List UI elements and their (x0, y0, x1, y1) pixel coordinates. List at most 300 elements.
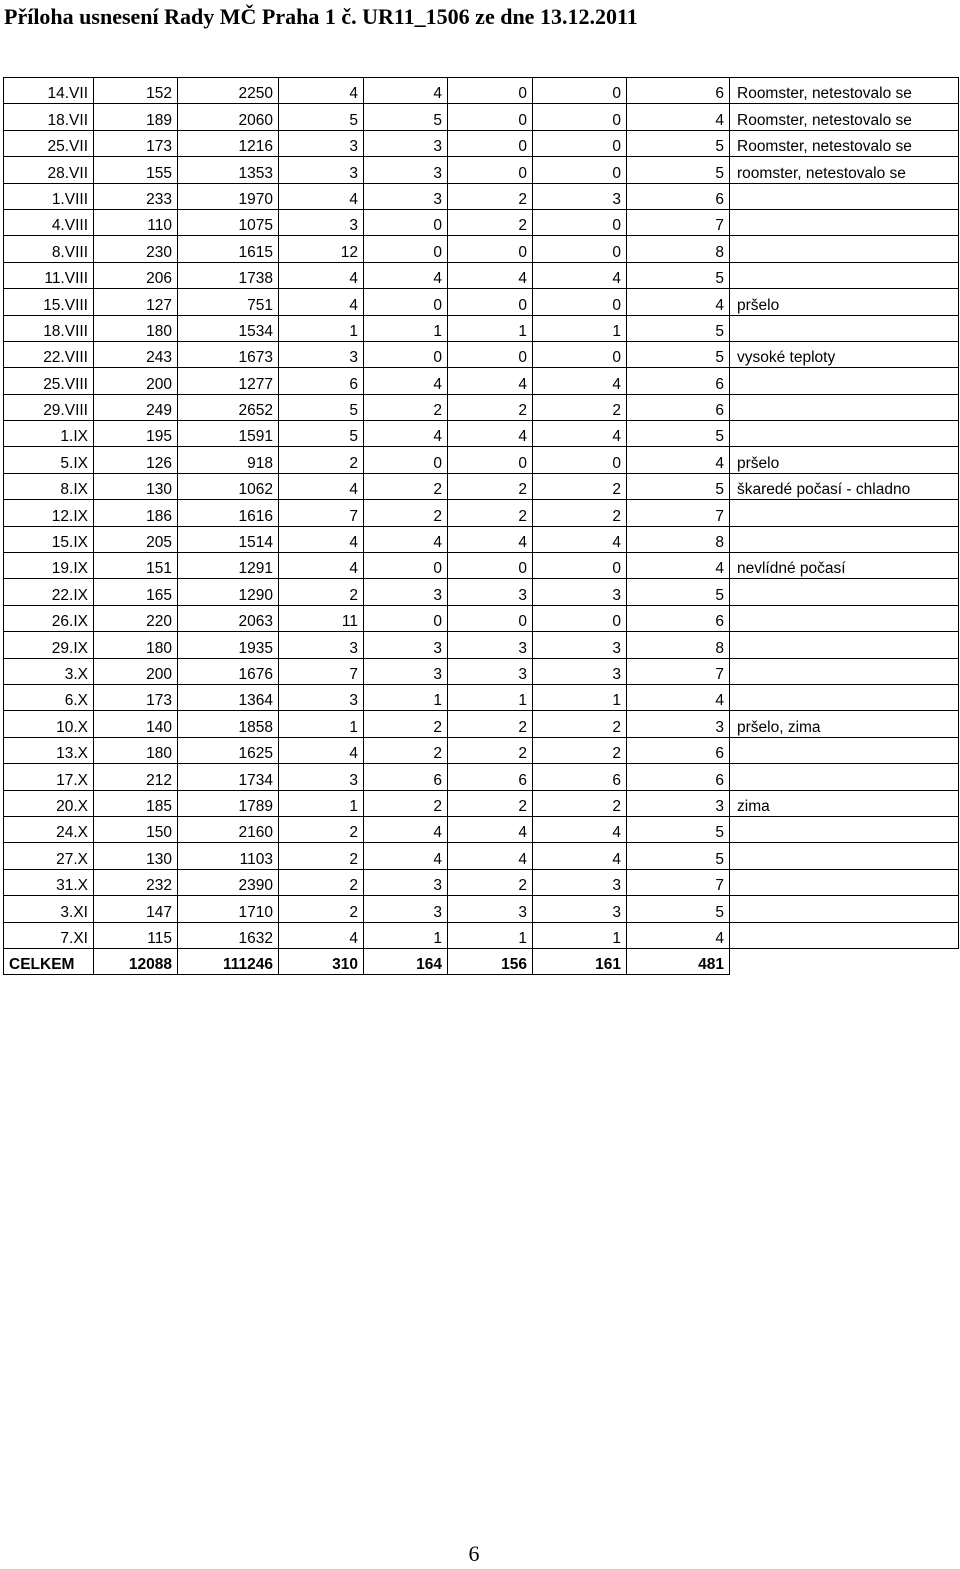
value-cell: 150 (94, 816, 178, 842)
value-cell: 3 (364, 183, 448, 209)
value-cell: 0 (364, 447, 448, 473)
note-cell (730, 209, 959, 235)
value-cell: 126 (94, 447, 178, 473)
date-cell: 15.VIII (4, 289, 94, 315)
value-cell: 4 (627, 289, 730, 315)
date-cell: 20.X (4, 790, 94, 816)
value-cell: 195 (94, 421, 178, 447)
page-number: 6 (468, 1541, 480, 1566)
value-cell: 1625 (178, 737, 279, 763)
value-cell: 4 (364, 526, 448, 552)
table-row (4, 473, 959, 499)
date-cell: 28.VII (4, 157, 94, 183)
value-cell: 4 (533, 368, 627, 394)
value-cell: 5 (627, 341, 730, 367)
value-cell: 1734 (178, 764, 279, 790)
value-cell: 5 (627, 816, 730, 842)
value-cell: 1673 (178, 341, 279, 367)
table-row (4, 368, 959, 394)
value-cell: 2 (364, 737, 448, 763)
value-cell: 2 (448, 711, 533, 737)
value-cell: 0 (364, 209, 448, 235)
value-cell: 1075 (178, 209, 279, 235)
value-cell: 0 (448, 130, 533, 156)
value-cell: 233 (94, 183, 178, 209)
value-cell: 4 (533, 843, 627, 869)
value-cell: 1290 (178, 579, 279, 605)
value-cell: 7 (279, 658, 364, 684)
value-cell: 1858 (178, 711, 279, 737)
value-cell: 2 (533, 394, 627, 420)
table-row (4, 394, 959, 420)
value-cell: 5 (627, 262, 730, 288)
value-cell: 4 (627, 684, 730, 710)
value-cell: 0 (364, 236, 448, 262)
date-cell: 26.IX (4, 605, 94, 631)
note-cell (730, 658, 959, 684)
value-cell: 189 (94, 104, 178, 130)
value-cell: 3 (448, 632, 533, 658)
total-value: 481 (627, 948, 730, 974)
value-cell: 2 (448, 869, 533, 895)
value-cell: 0 (533, 341, 627, 367)
value-cell: 2060 (178, 104, 279, 130)
value-cell: 186 (94, 500, 178, 526)
value-cell: 5 (627, 579, 730, 605)
value-cell: 1970 (178, 183, 279, 209)
value-cell: 4 (364, 816, 448, 842)
table-row (4, 922, 959, 948)
value-cell: 110 (94, 209, 178, 235)
value-cell: 2 (364, 711, 448, 737)
value-cell: 1738 (178, 262, 279, 288)
value-cell: 2160 (178, 816, 279, 842)
page-header: Příloha usnesení Rady MČ Praha 1 č. UR11_1506 ze dne 13.12.2011 (4, 4, 638, 29)
value-cell: 232 (94, 869, 178, 895)
value-cell: 0 (533, 447, 627, 473)
value-cell: 1534 (178, 315, 279, 341)
note-cell (730, 922, 959, 948)
value-cell: 4 (364, 368, 448, 394)
table-row (4, 130, 959, 156)
value-cell: 173 (94, 130, 178, 156)
value-cell: 0 (533, 289, 627, 315)
note-cell (730, 764, 959, 790)
note-cell: pršelo, zima (730, 711, 959, 737)
value-cell: 3 (279, 764, 364, 790)
date-cell: 5.IX (4, 447, 94, 473)
value-cell: 4 (279, 526, 364, 552)
value-cell: 4 (533, 526, 627, 552)
date-cell: 29.IX (4, 632, 94, 658)
table-row (4, 236, 959, 262)
value-cell: 5 (279, 394, 364, 420)
note-cell (730, 394, 959, 420)
value-cell: 1364 (178, 684, 279, 710)
table-row (4, 764, 959, 790)
value-cell: 2 (279, 447, 364, 473)
value-cell: 5 (627, 315, 730, 341)
value-cell: 1062 (178, 473, 279, 499)
value-cell: 2 (364, 394, 448, 420)
value-cell: 7 (627, 500, 730, 526)
table-row (4, 526, 959, 552)
total-label: CELKEM (4, 948, 94, 974)
value-cell: 3 (279, 341, 364, 367)
value-cell: 2 (448, 473, 533, 499)
value-cell: 0 (533, 605, 627, 631)
table-row (4, 183, 959, 209)
date-cell: 25.VII (4, 130, 94, 156)
value-cell: 8 (627, 236, 730, 262)
value-cell: 0 (364, 605, 448, 631)
value-cell: 4 (448, 843, 533, 869)
value-cell: 3 (364, 130, 448, 156)
value-cell: 2 (533, 790, 627, 816)
note-cell (730, 262, 959, 288)
value-cell: 3 (627, 711, 730, 737)
value-cell: 6 (627, 764, 730, 790)
value-cell: 4 (448, 262, 533, 288)
value-cell: 918 (178, 447, 279, 473)
value-cell: 7 (627, 869, 730, 895)
note-cell (730, 526, 959, 552)
value-cell: 6 (364, 764, 448, 790)
value-cell: 2 (364, 500, 448, 526)
value-cell: 8 (627, 632, 730, 658)
note-cell: vysoké teploty (730, 341, 959, 367)
value-cell: 4 (533, 816, 627, 842)
table-row (4, 447, 959, 473)
value-cell: 173 (94, 684, 178, 710)
date-cell: 22.VIII (4, 341, 94, 367)
value-cell: 1 (448, 922, 533, 948)
table-row (4, 262, 959, 288)
date-cell: 1.VIII (4, 183, 94, 209)
table-row (4, 816, 959, 842)
note-cell (730, 843, 959, 869)
note-cell: Roomster, netestovalo se (730, 130, 959, 156)
date-cell: 4.VIII (4, 209, 94, 235)
table-row (4, 289, 959, 315)
note-cell: Roomster, netestovalo se (730, 104, 959, 130)
date-cell: 22.IX (4, 579, 94, 605)
table-row (4, 553, 959, 579)
value-cell: 0 (533, 130, 627, 156)
table-row (4, 421, 959, 447)
total-value: 111246 (178, 948, 279, 974)
value-cell: 2 (279, 843, 364, 869)
value-cell: 4 (279, 183, 364, 209)
value-cell: 200 (94, 658, 178, 684)
value-cell: 6 (448, 764, 533, 790)
value-cell: 6 (627, 394, 730, 420)
value-cell: 6 (627, 605, 730, 631)
note-cell: škaredé počasí - chladno (730, 473, 959, 499)
value-cell: 3 (533, 869, 627, 895)
note-cell (730, 632, 959, 658)
value-cell: 4 (364, 843, 448, 869)
value-cell: 0 (533, 209, 627, 235)
data-table (3, 77, 959, 975)
value-cell: 0 (448, 289, 533, 315)
value-cell: 2 (448, 183, 533, 209)
value-cell: 2 (279, 816, 364, 842)
note-cell: nevlídné počasí (730, 553, 959, 579)
value-cell: 1 (279, 315, 364, 341)
date-cell: 27.X (4, 843, 94, 869)
value-cell: 6 (627, 78, 730, 104)
value-cell: 4 (448, 421, 533, 447)
value-cell: 1 (533, 315, 627, 341)
value-cell: 5 (627, 843, 730, 869)
total-value: 161 (533, 948, 627, 974)
note-cell (730, 605, 959, 631)
value-cell: 0 (533, 157, 627, 183)
note-cell (730, 236, 959, 262)
table-row (4, 711, 959, 737)
date-cell: 3.X (4, 658, 94, 684)
note-cell: pršelo (730, 289, 959, 315)
table-row (4, 632, 959, 658)
value-cell: 1710 (178, 896, 279, 922)
value-cell: 0 (448, 104, 533, 130)
value-cell: 4 (279, 78, 364, 104)
value-cell: 185 (94, 790, 178, 816)
value-cell: 2652 (178, 394, 279, 420)
note-cell: roomster, netestovalo se (730, 157, 959, 183)
value-cell: 3 (533, 658, 627, 684)
value-cell: 1 (364, 922, 448, 948)
date-cell: 1.IX (4, 421, 94, 447)
value-cell: 4 (279, 289, 364, 315)
value-cell: 4 (533, 421, 627, 447)
value-cell: 6 (279, 368, 364, 394)
value-cell: 5 (627, 421, 730, 447)
value-cell: 4 (364, 78, 448, 104)
value-cell: 212 (94, 764, 178, 790)
value-cell: 8 (627, 526, 730, 552)
date-cell: 7.XI (4, 922, 94, 948)
value-cell: 4 (279, 553, 364, 579)
value-cell: 1514 (178, 526, 279, 552)
value-cell: 0 (448, 157, 533, 183)
total-value: 164 (364, 948, 448, 974)
value-cell: 220 (94, 605, 178, 631)
table-row (4, 500, 959, 526)
value-cell: 230 (94, 236, 178, 262)
value-cell: 3 (533, 183, 627, 209)
value-cell: 3 (627, 790, 730, 816)
value-cell: 205 (94, 526, 178, 552)
value-cell: 3 (364, 896, 448, 922)
value-cell: 6 (627, 737, 730, 763)
note-cell (730, 315, 959, 341)
value-cell: 147 (94, 896, 178, 922)
table-row (4, 341, 959, 367)
table-row (4, 78, 959, 104)
value-cell: 4 (279, 922, 364, 948)
value-cell: 4 (627, 922, 730, 948)
value-cell: 2063 (178, 605, 279, 631)
value-cell: 1291 (178, 553, 279, 579)
table-row (4, 658, 959, 684)
value-cell: 4 (448, 526, 533, 552)
value-cell: 1 (279, 711, 364, 737)
value-cell: 5 (279, 104, 364, 130)
table-row (4, 684, 959, 710)
value-cell: 3 (279, 209, 364, 235)
value-cell: 249 (94, 394, 178, 420)
table-row (4, 209, 959, 235)
table-row (4, 790, 959, 816)
date-cell: 10.X (4, 711, 94, 737)
value-cell: 0 (448, 236, 533, 262)
value-cell: 1103 (178, 843, 279, 869)
note-cell (730, 896, 959, 922)
date-cell: 18.VII (4, 104, 94, 130)
value-cell: 165 (94, 579, 178, 605)
value-cell: 1935 (178, 632, 279, 658)
note-cell: zima (730, 790, 959, 816)
value-cell: 127 (94, 289, 178, 315)
value-cell: 2 (448, 394, 533, 420)
value-cell: 0 (448, 553, 533, 579)
value-cell: 3 (533, 896, 627, 922)
table-row (4, 315, 959, 341)
value-cell: 2 (448, 737, 533, 763)
value-cell: 0 (448, 78, 533, 104)
value-cell: 3 (448, 658, 533, 684)
value-cell: 152 (94, 78, 178, 104)
value-cell: 2 (533, 473, 627, 499)
value-cell: 180 (94, 315, 178, 341)
table-row (4, 843, 959, 869)
value-cell: 3 (279, 157, 364, 183)
value-cell: 1616 (178, 500, 279, 526)
value-cell: 0 (364, 289, 448, 315)
note-cell (730, 183, 959, 209)
value-cell: 1 (533, 684, 627, 710)
value-cell: 12 (279, 236, 364, 262)
value-cell: 4 (627, 104, 730, 130)
date-cell: 18.VIII (4, 315, 94, 341)
value-cell: 3 (364, 579, 448, 605)
date-cell: 31.X (4, 869, 94, 895)
value-cell: 6 (627, 183, 730, 209)
value-cell: 130 (94, 843, 178, 869)
note-cell (730, 869, 959, 895)
value-cell: 7 (279, 500, 364, 526)
value-cell: 2 (364, 790, 448, 816)
value-cell: 2390 (178, 869, 279, 895)
date-cell: 25.VIII (4, 368, 94, 394)
value-cell: 2250 (178, 78, 279, 104)
value-cell: 180 (94, 632, 178, 658)
value-cell: 3 (364, 632, 448, 658)
value-cell: 3 (448, 579, 533, 605)
value-cell: 3 (448, 896, 533, 922)
value-cell: 0 (533, 553, 627, 579)
note-cell: pršelo (730, 447, 959, 473)
note-cell (730, 579, 959, 605)
value-cell: 4 (627, 447, 730, 473)
note-cell (730, 816, 959, 842)
value-cell: 4 (279, 262, 364, 288)
value-cell: 5 (627, 896, 730, 922)
value-cell: 140 (94, 711, 178, 737)
value-cell: 4 (448, 368, 533, 394)
value-cell: 1277 (178, 368, 279, 394)
date-cell: 3.XI (4, 896, 94, 922)
value-cell: 2 (448, 209, 533, 235)
value-cell: 2 (279, 896, 364, 922)
value-cell: 200 (94, 368, 178, 394)
value-cell: 4 (364, 262, 448, 288)
table-row (4, 157, 959, 183)
table-row (4, 896, 959, 922)
note-cell (730, 948, 959, 974)
value-cell: 5 (627, 130, 730, 156)
value-cell: 5 (364, 104, 448, 130)
value-cell: 2 (533, 711, 627, 737)
date-cell: 24.X (4, 816, 94, 842)
table-row (4, 737, 959, 763)
value-cell: 1789 (178, 790, 279, 816)
value-cell: 2 (364, 473, 448, 499)
value-cell: 180 (94, 737, 178, 763)
total-value: 12088 (94, 948, 178, 974)
date-cell: 17.X (4, 764, 94, 790)
value-cell: 3 (279, 684, 364, 710)
table-row (4, 104, 959, 130)
date-cell: 12.IX (4, 500, 94, 526)
value-cell: 7 (627, 209, 730, 235)
date-cell: 14.VII (4, 78, 94, 104)
value-cell: 155 (94, 157, 178, 183)
value-cell: 4 (364, 421, 448, 447)
value-cell: 0 (533, 236, 627, 262)
value-cell: 1 (279, 790, 364, 816)
value-cell: 4 (448, 816, 533, 842)
value-cell: 1632 (178, 922, 279, 948)
value-cell: 0 (364, 341, 448, 367)
table-row (4, 605, 959, 631)
total-row (4, 948, 959, 974)
value-cell: 4 (279, 737, 364, 763)
table-row (4, 579, 959, 605)
date-cell: 8.VIII (4, 236, 94, 262)
value-cell: 1676 (178, 658, 279, 684)
value-cell: 0 (533, 104, 627, 130)
value-cell: 2 (533, 737, 627, 763)
value-cell: 3 (364, 157, 448, 183)
total-value: 156 (448, 948, 533, 974)
value-cell: 0 (448, 447, 533, 473)
note-cell: Roomster, netestovalo se (730, 78, 959, 104)
value-cell: 2 (533, 500, 627, 526)
value-cell: 1216 (178, 130, 279, 156)
value-cell: 2 (448, 500, 533, 526)
value-cell: 2 (279, 869, 364, 895)
value-cell: 1 (533, 922, 627, 948)
value-cell: 151 (94, 553, 178, 579)
value-cell: 11 (279, 605, 364, 631)
table-row (4, 869, 959, 895)
value-cell: 6 (533, 764, 627, 790)
date-cell: 6.X (4, 684, 94, 710)
value-cell: 2 (448, 790, 533, 816)
